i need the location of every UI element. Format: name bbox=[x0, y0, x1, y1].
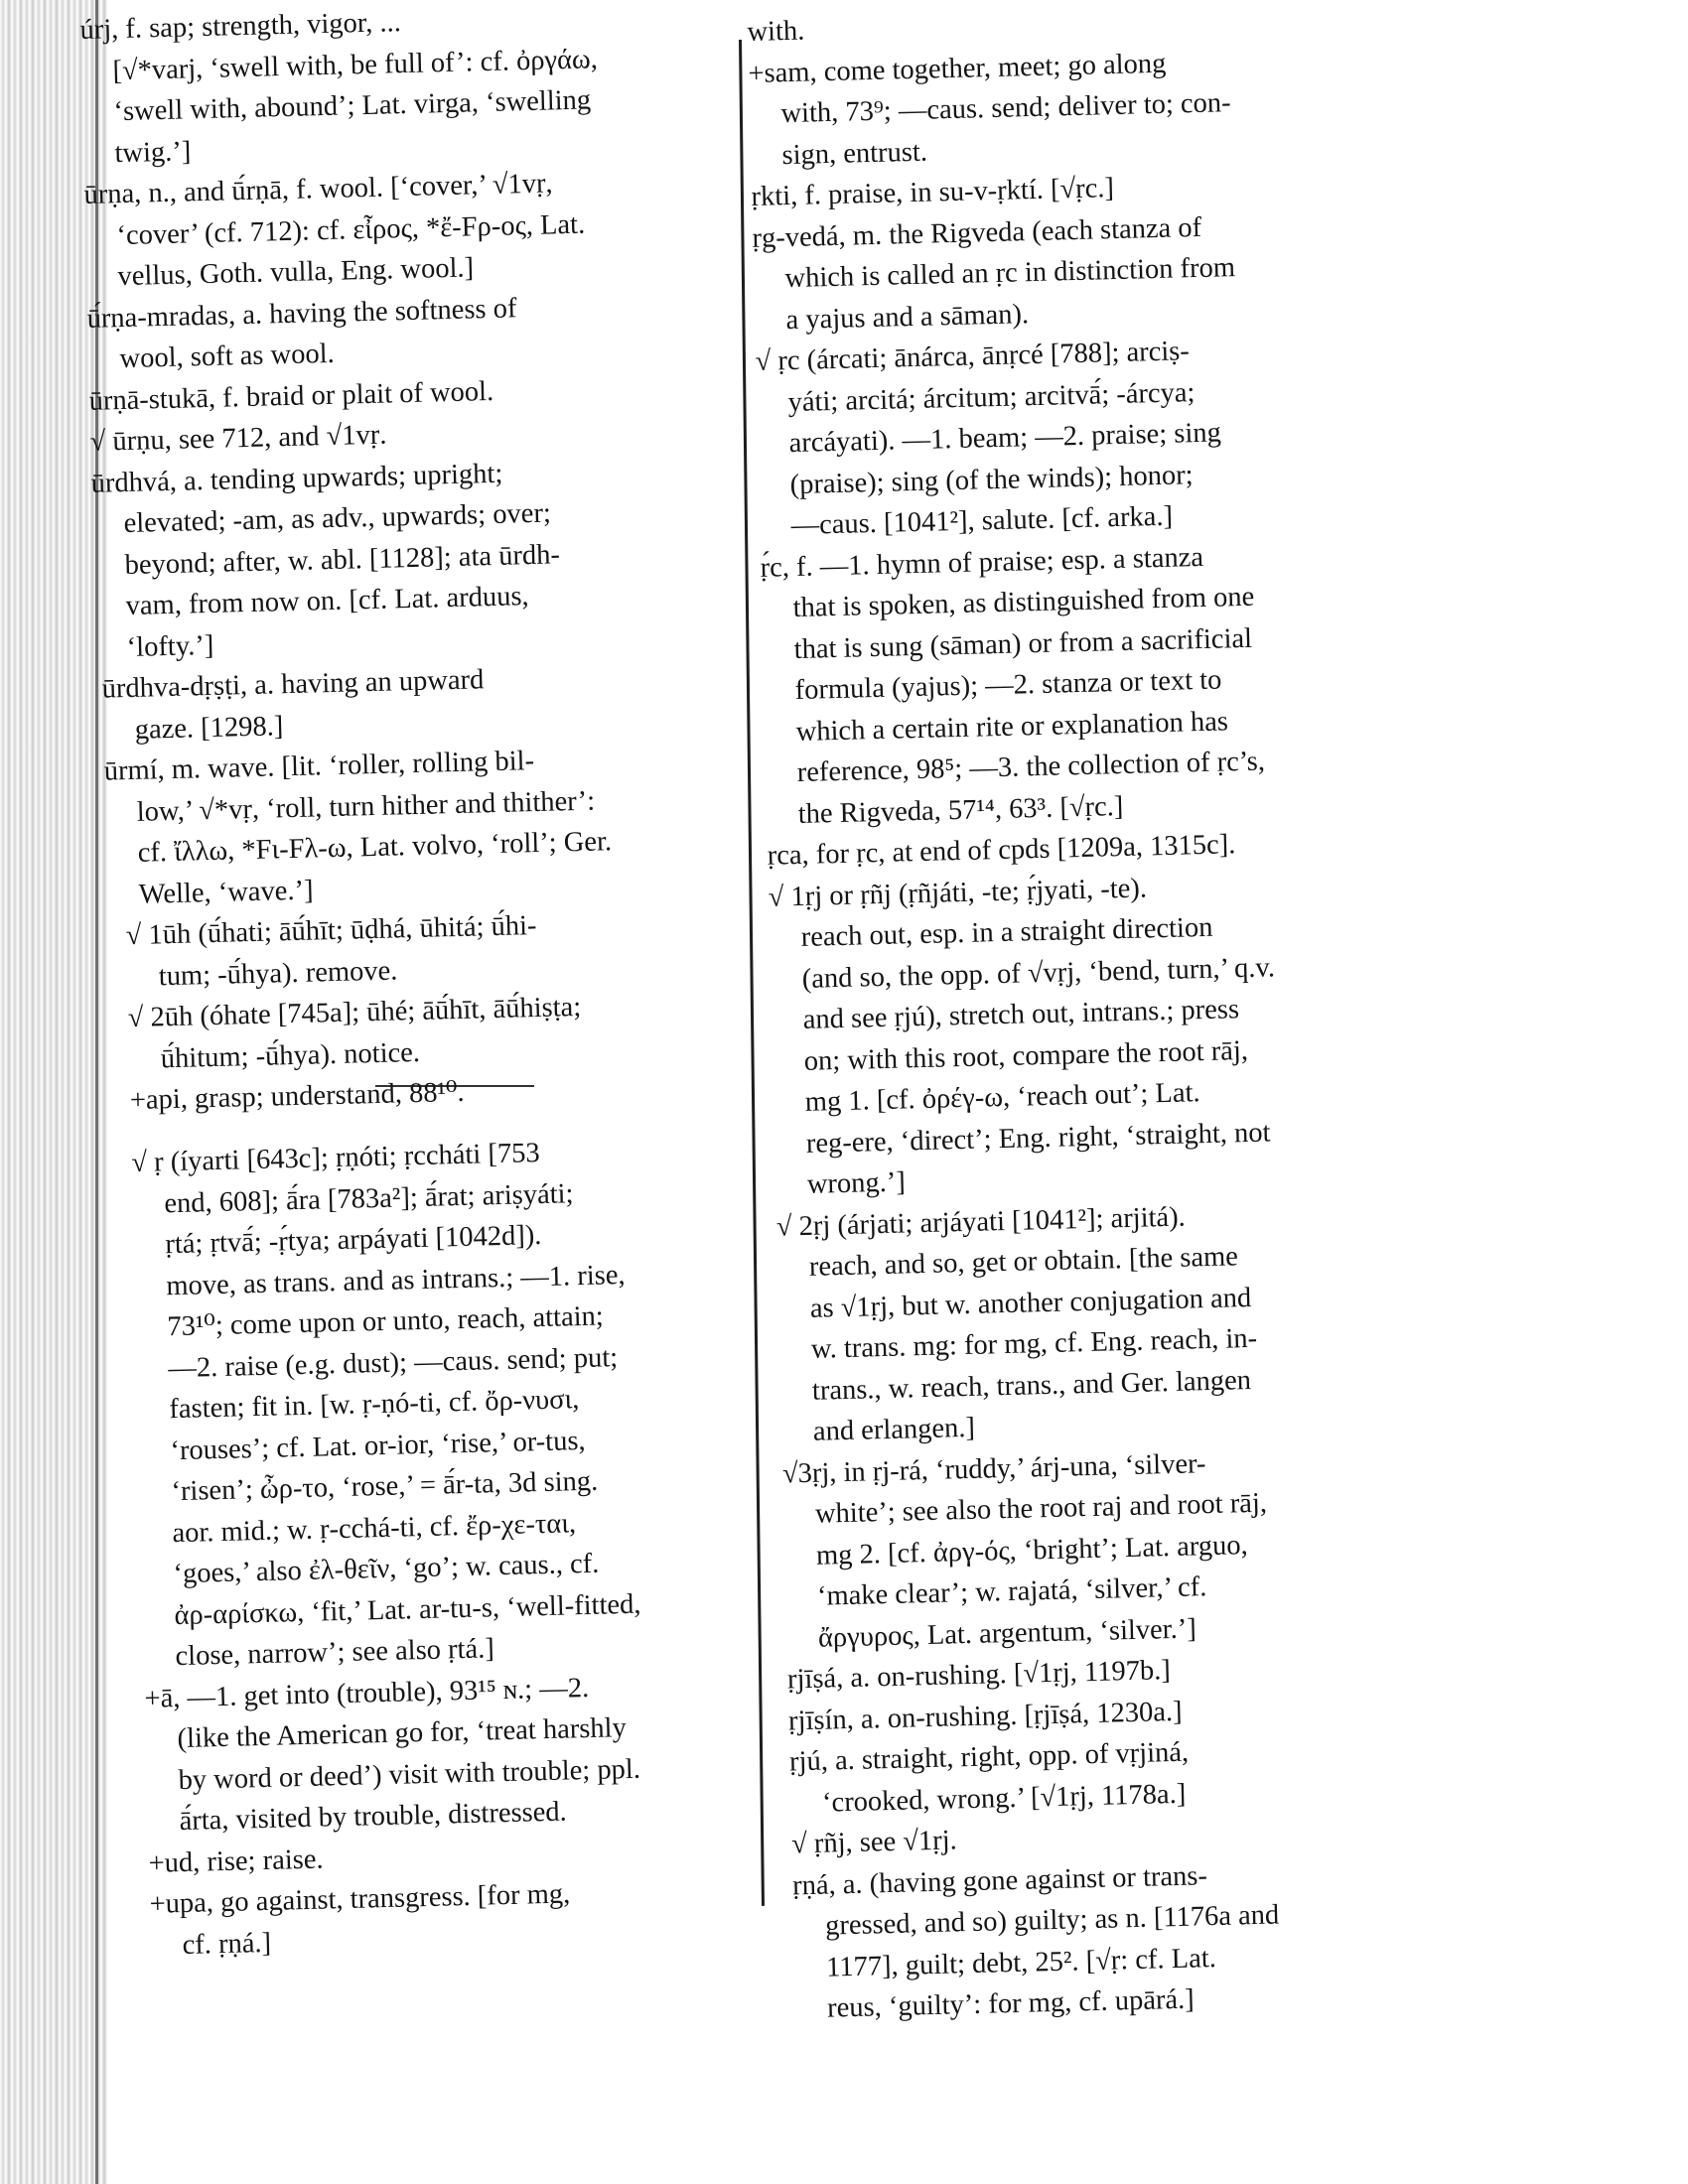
entry-urmi: ūrmí, m. wave. [lit. ‘roller, rolling bil- low,’ √*vṛ, ‘roll, turn hither and thither’: cf. ἴλλω, *Fι-Fλ-ω, Lat. volvo, ‘roll’; Ger. Welle, ‘wave.’] bbox=[103, 746, 613, 910]
right-column bbox=[747, 0, 1451, 2030]
entry-rna: ṛṇá, a. (having gone against or trans- gressed, and so) guilty; as n. [1176a and 1177], guilt; debt, 25². [√ṛ: cf. Lat. reus, ‘guilty’: for mg, cf. upārá.] bbox=[791, 1859, 1280, 2024]
entry-rjisa: ṛjīṣá, a. on-rushing. [√1ṛj, 1197b.] bbox=[786, 1655, 1172, 1696]
entry-root-2rj: √ 2ṛj (árjati; arjáyati [1041²]; arjitá). reach, and so, get or obtain. [the same as √1ṛj, but w. another conjugation and w. trans. mg: for mg, cf. Eng. reach, in- trans., w. reach, trans., and Ger. langen and erlangen.] bbox=[775, 1201, 1258, 1447]
entry-rjisin: ṛjīṣín, a. on-rushing. [ṛjīṣá, 1230a.] bbox=[787, 1696, 1183, 1736]
entry-urdhva: ūrdhvá, a. tending upwards; upright; elevated; -am, as adv., upwards; over; beyond; after, w. abl. [1128]; ata ūrdh- vam, from now on. [cf. Lat. arduus, ‘lofty.’] bbox=[90, 458, 561, 663]
entry-api: +api, grasp; understand, 88¹⁰. bbox=[129, 1076, 465, 1117]
entry-sam: +sam, come together, meet; go along with, 73⁹; —caus. send; deliver to; con- sign, entrust. bbox=[748, 48, 1231, 171]
entry-rju: ṛjú, a. straight, right, opp. of vṛjiná, ‘crooked, wrong.’ [√1ṛj, 1178a.] bbox=[788, 1736, 1190, 1819]
entry-upa: +upa, go against, transgress. [for mg, cf. ṛṇá.] bbox=[149, 1878, 571, 1961]
entry-rca: ṛca, for ṛc, at end of cpds [1209a, 1315c]. bbox=[767, 829, 1236, 872]
left-column-top-block bbox=[79, 0, 762, 1122]
left-column-bottom-block bbox=[107, 1128, 782, 1968]
entry-urj: úrj, f. sap; strength, vigor, ... [√*varj, ‘swell with, be full of’: cf. ὀργάω, ‘swell with, abound’; Lat. virga, ‘swelling twig.’] bbox=[79, 7, 599, 169]
entry-ud: +ud, rise; raise. bbox=[148, 1843, 324, 1879]
entry-urna: ūrṇa, n., and ū́rṇā, f. wool. [‘cover,’ √1vṛ, ‘cover’ (cf. 712): cf. εἶρος, *ἔ-Fρ-ος, Lat. vellus, Goth. vulla, Eng. wool.] bbox=[83, 168, 586, 293]
entry-with-continuation: with. bbox=[747, 15, 805, 48]
entry-rc: ṛ́c, f. —1. hymn of praise; esp. a stanza that is spoken, as distinguished from one that is sung (sāman) or from a sacrificial formula (yajus); —2. stanza or text to which a certain rite or explanation has reference, 98⁵; —3. the collection of ṛc’s, the Rigveda, 57¹⁴, 63³. [√ṛc.] bbox=[760, 541, 1266, 830]
entry-root-1uh: √ 1ūh (ū́hati; āū́hīt; ūḍhá, ūhitá; ū́hi- tum; -ū́hya). remove. bbox=[125, 910, 537, 992]
entry-root-3rj: √3ṛj, in ṛj-rá, ‘ruddy,’ árj-una, ‘silver- white’; see also the root raj and root rāj, mg 2. [cf. ἀργ-ός, ‘bright’; Lat. arguo, ‘make clear’; w. rajatá, ‘silver,’ cf. ἄργυρος, Lat. argentum, ‘silver.’] bbox=[781, 1447, 1268, 1654]
entry-urdhva-drsti: ūrdhva-dṛṣṭi, a. having an upward gaze. [1298.] bbox=[101, 664, 485, 746]
entry-urna-stuka: ūrṇā-stukā, f. braid or plait of wool. bbox=[88, 375, 494, 417]
entry-rg-veda: ṛg-vedá, m. the Rigveda (each stanza of which is called an ṛc in distinction from a yajus and a sāman). bbox=[752, 211, 1236, 336]
entry-a: +ā, —1. get into (trouble), 93¹⁵ ɴ.; —2. (like the American go for, ‘treat harshly by word or deed’) visit with trouble; ppl. ā́rta, visited by trouble, distressed. bbox=[144, 1672, 641, 1838]
entry-urna-mradas: ū́rṇa-mradas, a. having the softness of wool, soft as wool. bbox=[86, 292, 517, 375]
entry-root-r: √ ṛ (íyarti [643c]; ṛṇóti; ṛccháti [753 end, 608]; ā́ra [783a²]; ā́rat; ariṣyáti; ṛtá; ṛtvā́; -ṛ́tya; arpáyati [1042d]). move, as trans. and as intrans.; —1. rise, 73¹⁰; come upon or unto, reach, attain; —2. raise (e.g. dust); —caus. send; put; fasten; fit in. [w. ṛ-ṇó-ti, cf. ὄρ-νυσι, ‘rouses’; cf. Lat. or-ior, ‘rise,’ or-tus, ‘risen’; ὦρ-το, ‘rose,’ = ā́r-ta, 3d sing. aor. mid.; w. ṛ-cchá-ti, cf. ἔρ-χε-ται, ‘goes,’ also ἐλ-θεῖν, ‘go’; w. caus., cf. ἀρ-αρίσκω, ‘fit,’ Lat. ar-tu-s, ‘well-fitted, close, narrow’; see also ṛtá.] bbox=[131, 1138, 641, 1673]
entry-root-urnu: √ ūrṇu, see 712, and √1vṛ. bbox=[89, 419, 387, 458]
left-column bbox=[79, 0, 735, 1961]
entry-root-rnj: √ ṛñj, see √1ṛj. bbox=[790, 1825, 958, 1860]
entry-root-1rj: √ 1ṛj or ṛñj (ṛñjáti, -te; ṛ́jyati, -te). reach out, esp. in a straight direction (and so, the opp. of √vṛj, ‘bend, turn,’ q.v. and see ṛjú), stretch out, intrans.; press on; with this root, compare the root rāj, mg 1. [cf. ὀρέγ-ω, ‘reach out’; Lat. reg-ere, ‘direct’; Eng. right, ‘straight, not wrong.’] bbox=[768, 872, 1276, 1200]
entry-root-rc: √ ṛc (árcati; ānárca, ānṛcé [788]; arciṣ- yáti; arcitá; árcitum; arcitvā́; -árcya; arcáyati). —1. beam; —2. praise; sing (praise); sing (of the winds); honor; —caus. [1041²], salute. [cf. arka.] bbox=[755, 336, 1222, 542]
entry-root-2uh: √ 2ūh (óhate [745a]; ūhé; āū́hīt, āū́hiṣṭa; ū́hitum; -ū́hya). notice. bbox=[127, 991, 582, 1074]
entry-rkti: ṛkti, f. praise, in su-v-ṛktí. [√ṛc.] bbox=[751, 173, 1115, 212]
